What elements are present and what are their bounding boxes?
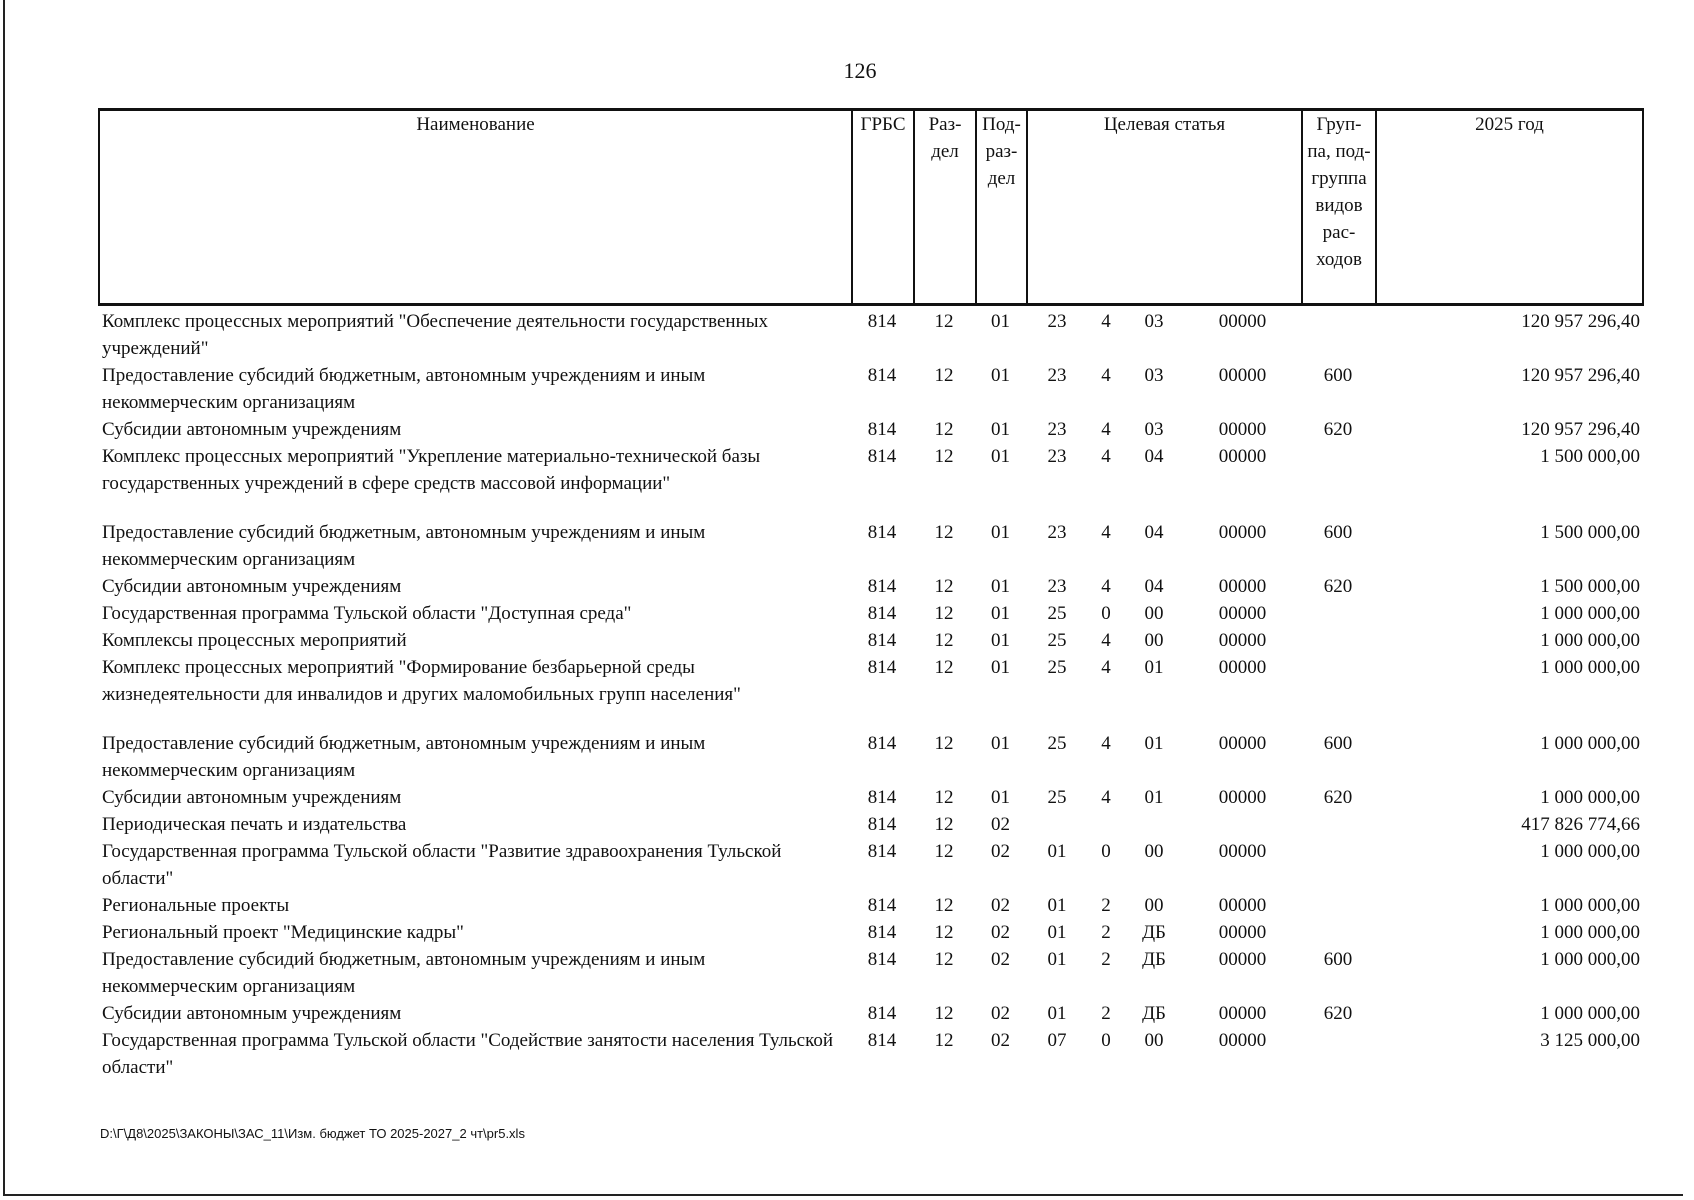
cell-target-program: 25 bbox=[1047, 733, 1067, 754]
cell-target-direction: 00000 bbox=[1218, 922, 1267, 943]
cell-target-type: 2 bbox=[1101, 895, 1111, 916]
table-row bbox=[98, 416, 1642, 443]
cell-razdel: 12 bbox=[934, 419, 954, 440]
cell-expense-group: 620 bbox=[1323, 787, 1353, 808]
cell-expense-group bbox=[1301, 892, 1375, 919]
cell-target-type: 4 bbox=[1101, 419, 1111, 440]
cell-target-direction: 00000 bbox=[1218, 733, 1267, 754]
cell-expense-group bbox=[1301, 627, 1375, 654]
cell-target-item: 00 bbox=[1144, 630, 1164, 651]
cell-amount-2025: 417 826 774,66 bbox=[1521, 814, 1640, 835]
cell-grbs: 814 bbox=[867, 657, 897, 678]
table-row bbox=[98, 573, 1642, 600]
cell-expense-group: 620 bbox=[1323, 1003, 1353, 1024]
cell-amount-2025: 120 957 296,40 bbox=[1521, 419, 1640, 440]
cell-expense-group: 620 bbox=[1323, 576, 1353, 597]
cell-target-type: 4 bbox=[1101, 657, 1111, 678]
cell-target-program: 23 bbox=[1047, 311, 1067, 332]
cell-name: Предоставление субсидий бюджетным, автономным учреждениям и иным некоммерческим организациям bbox=[102, 522, 706, 570]
cell-target-type: 4 bbox=[1101, 522, 1111, 543]
cell-amount-2025: 1 000 000,00 bbox=[1540, 657, 1640, 678]
cell-target-program: 01 bbox=[1047, 895, 1067, 916]
cell-grbs: 814 bbox=[867, 446, 897, 467]
cell-target-type: 0 bbox=[1101, 1030, 1111, 1051]
cell-podrazdel: 02 bbox=[991, 1003, 1010, 1024]
cell-target-program: 23 bbox=[1047, 446, 1067, 467]
cell-grbs: 814 bbox=[867, 1030, 897, 1051]
cell-expense-group: 600 bbox=[1323, 365, 1353, 386]
cell-podrazdel: 02 bbox=[991, 814, 1010, 835]
cell-grbs: 814 bbox=[867, 576, 897, 597]
cell-podrazdel: 01 bbox=[991, 657, 1010, 678]
cell-razdel: 12 bbox=[934, 311, 954, 332]
cell-razdel: 12 bbox=[934, 365, 954, 386]
cell-target-type: 4 bbox=[1101, 311, 1111, 332]
cell-target-direction: 00000 bbox=[1218, 603, 1267, 624]
cell-podrazdel: 01 bbox=[991, 522, 1010, 543]
cell-podrazdel: 02 bbox=[991, 922, 1010, 943]
cell-podrazdel: 01 bbox=[991, 733, 1010, 754]
cell-expense-group bbox=[1301, 919, 1375, 946]
page-number: 126 bbox=[843, 58, 877, 83]
cell-expense-group bbox=[1301, 443, 1375, 519]
cell-razdel: 12 bbox=[934, 922, 954, 943]
cell-name: Предоставление субсидий бюджетным, автономным учреждениям и иным некоммерческим организациям bbox=[102, 365, 706, 413]
cell-target-item: 03 bbox=[1144, 419, 1164, 440]
cell-name: Региональный проект "Медицинские кадры" bbox=[102, 922, 464, 943]
header-expense-group: Груп- па, под- группа видов рас- ходов bbox=[1302, 110, 1376, 305]
cell-target-direction: 00000 bbox=[1218, 365, 1267, 386]
header-podrazdel: Под- раз- дел bbox=[976, 110, 1027, 305]
header-target-article: Целевая статья bbox=[1027, 110, 1302, 305]
cell-amount-2025: 1 000 000,00 bbox=[1540, 630, 1640, 651]
cell-expense-group bbox=[1301, 811, 1375, 838]
cell-amount-2025: 1 000 000,00 bbox=[1540, 787, 1640, 808]
cell-target-type: 0 bbox=[1101, 603, 1111, 624]
cell-podrazdel: 01 bbox=[991, 603, 1010, 624]
cell-target-direction: 00000 bbox=[1218, 949, 1267, 970]
cell-grbs: 814 bbox=[867, 814, 897, 835]
cell-target-type: 0 bbox=[1101, 841, 1111, 862]
cell-target-program: 25 bbox=[1047, 630, 1067, 651]
cell-target-item: 04 bbox=[1144, 446, 1164, 467]
cell-amount-2025: 1 500 000,00 bbox=[1540, 446, 1640, 467]
cell-amount-2025: 1 000 000,00 bbox=[1540, 922, 1640, 943]
cell-grbs: 814 bbox=[867, 895, 897, 916]
table-row bbox=[98, 443, 1642, 519]
table-header bbox=[98, 108, 1644, 306]
cell-expense-group: 600 bbox=[1323, 949, 1353, 970]
header-razdel: Раз- дел bbox=[914, 110, 976, 305]
page-border-left bbox=[3, 0, 5, 1195]
cell-amount-2025: 1 500 000,00 bbox=[1540, 576, 1640, 597]
table-row bbox=[98, 784, 1642, 811]
cell-expense-group: 600 bbox=[1323, 522, 1353, 543]
cell-expense-group: 620 bbox=[1323, 419, 1353, 440]
cell-razdel: 12 bbox=[934, 1030, 954, 1051]
cell-razdel: 12 bbox=[934, 1003, 954, 1024]
table-row bbox=[98, 1027, 1642, 1081]
cell-target-item: 01 bbox=[1144, 733, 1164, 754]
cell-target-item: 04 bbox=[1144, 522, 1164, 543]
cell-target-type: 2 bbox=[1101, 949, 1111, 970]
cell-target-program: 25 bbox=[1047, 787, 1067, 808]
cell-target-program: 23 bbox=[1047, 419, 1067, 440]
cell-target-direction: 00000 bbox=[1218, 1030, 1267, 1051]
table-row bbox=[98, 919, 1642, 946]
cell-name: Региональные проекты bbox=[102, 895, 290, 916]
cell-razdel: 12 bbox=[934, 895, 954, 916]
table-row bbox=[98, 627, 1642, 654]
cell-grbs: 814 bbox=[867, 733, 897, 754]
cell-target-type: 4 bbox=[1101, 787, 1111, 808]
page-border-bottom bbox=[3, 1194, 1683, 1196]
cell-razdel: 12 bbox=[934, 733, 954, 754]
cell-grbs: 814 bbox=[867, 949, 897, 970]
cell-razdel: 12 bbox=[934, 630, 954, 651]
cell-podrazdel: 01 bbox=[991, 630, 1010, 651]
cell-amount-2025: 120 957 296,40 bbox=[1521, 311, 1640, 332]
cell-podrazdel: 01 bbox=[991, 787, 1010, 808]
cell-name: Периодическая печать и издательства bbox=[102, 814, 407, 835]
cell-target-type: 2 bbox=[1101, 1003, 1111, 1024]
cell-podrazdel: 01 bbox=[991, 419, 1010, 440]
cell-amount-2025: 1 000 000,00 bbox=[1540, 841, 1640, 862]
header-year: 2025 год bbox=[1376, 110, 1643, 305]
cell-grbs: 814 bbox=[867, 1003, 897, 1024]
cell-grbs: 814 bbox=[867, 630, 897, 651]
cell-target-type bbox=[1088, 811, 1124, 838]
cell-target-type: 4 bbox=[1101, 630, 1111, 651]
cell-target-direction: 00000 bbox=[1218, 419, 1267, 440]
cell-target-program: 23 bbox=[1047, 365, 1067, 386]
cell-target-program: 25 bbox=[1047, 603, 1067, 624]
cell-target-direction: 00000 bbox=[1218, 522, 1267, 543]
cell-grbs: 814 bbox=[867, 522, 897, 543]
table-row bbox=[98, 838, 1642, 892]
cell-grbs: 814 bbox=[867, 365, 897, 386]
cell-podrazdel: 01 bbox=[991, 311, 1010, 332]
cell-target-item: ДБ bbox=[1142, 922, 1166, 943]
cell-amount-2025: 1 000 000,00 bbox=[1540, 603, 1640, 624]
header-grbs: ГРБС bbox=[852, 110, 914, 305]
cell-expense-group bbox=[1301, 838, 1375, 892]
budget-table-body bbox=[98, 308, 1642, 1081]
cell-name: Субсидии автономным учреждениям bbox=[102, 419, 402, 440]
cell-target-item: 01 bbox=[1144, 657, 1164, 678]
cell-razdel: 12 bbox=[934, 576, 954, 597]
cell-target-program: 01 bbox=[1047, 922, 1067, 943]
cell-target-direction: 00000 bbox=[1218, 841, 1267, 862]
cell-target-direction: 00000 bbox=[1218, 895, 1267, 916]
cell-grbs: 814 bbox=[867, 841, 897, 862]
cell-target-program: 01 bbox=[1047, 949, 1067, 970]
cell-target-program: 23 bbox=[1047, 576, 1067, 597]
cell-podrazdel: 02 bbox=[991, 949, 1010, 970]
cell-target-type: 2 bbox=[1101, 922, 1111, 943]
cell-target-direction: 00000 bbox=[1218, 446, 1267, 467]
cell-name: Комплекс процессных мероприятий "Формирование безбарьерной среды жизнедеятельности для инвалидов и других маломобильных групп населения" bbox=[102, 657, 741, 705]
cell-target-item: 01 bbox=[1144, 787, 1164, 808]
cell-amount-2025: 120 957 296,40 bbox=[1521, 365, 1640, 386]
cell-target-item: 03 bbox=[1144, 311, 1164, 332]
cell-expense-group bbox=[1301, 1027, 1375, 1081]
cell-target-item: 04 bbox=[1144, 576, 1164, 597]
cell-expense-group bbox=[1301, 308, 1375, 362]
cell-amount-2025: 1 000 000,00 bbox=[1540, 733, 1640, 754]
table-row bbox=[98, 946, 1642, 1000]
cell-razdel: 12 bbox=[934, 841, 954, 862]
file-path-footer: D:\Г\Д8\2025\ЗАКОНЫ\ЗАС_11\Изм. бюджет ТО 2025-2027_2 чт\pr5.xls bbox=[100, 1126, 525, 1141]
cell-name: Комплекс процессных мероприятий "Укрепление материально-технической базы государственных учреждений в сфере средств массовой информации" bbox=[102, 446, 761, 494]
cell-name: Субсидии автономным учреждениям bbox=[102, 1003, 402, 1024]
cell-target-direction: 00000 bbox=[1218, 576, 1267, 597]
table-row bbox=[98, 811, 1642, 838]
cell-razdel: 12 bbox=[934, 814, 954, 835]
cell-name: Предоставление субсидий бюджетным, автономным учреждениям и иным некоммерческим организациям bbox=[102, 733, 706, 781]
cell-razdel: 12 bbox=[934, 949, 954, 970]
cell-name: Государственная программа Тульской области "Содействие занятости населения Тульской области" bbox=[102, 1030, 834, 1078]
cell-target-type: 4 bbox=[1101, 733, 1111, 754]
cell-amount-2025: 1 000 000,00 bbox=[1540, 1003, 1640, 1024]
cell-podrazdel: 02 bbox=[991, 1030, 1010, 1051]
cell-target-item: 00 bbox=[1144, 841, 1164, 862]
table-row bbox=[98, 308, 1642, 362]
cell-podrazdel: 01 bbox=[991, 446, 1010, 467]
cell-target-program: 07 bbox=[1047, 1030, 1067, 1051]
cell-name: Субсидии автономным учреждениям bbox=[102, 576, 402, 597]
cell-name: Государственная программа Тульской области "Доступная среда" bbox=[102, 603, 632, 624]
cell-amount-2025: 1 000 000,00 bbox=[1540, 949, 1640, 970]
cell-target-direction: 00000 bbox=[1218, 657, 1267, 678]
cell-razdel: 12 bbox=[934, 603, 954, 624]
cell-podrazdel: 02 bbox=[991, 895, 1010, 916]
cell-target-direction: 00000 bbox=[1218, 630, 1267, 651]
cell-grbs: 814 bbox=[867, 419, 897, 440]
cell-target-direction: 00000 bbox=[1218, 311, 1267, 332]
cell-razdel: 12 bbox=[934, 446, 954, 467]
cell-target-program: 01 bbox=[1047, 841, 1067, 862]
cell-grbs: 814 bbox=[867, 311, 897, 332]
cell-target-program: 01 bbox=[1047, 1003, 1067, 1024]
cell-target-direction: 00000 bbox=[1218, 1003, 1267, 1024]
cell-name: Предоставление субсидий бюджетным, автономным учреждениям и иным некоммерческим организациям bbox=[102, 949, 706, 997]
cell-razdel: 12 bbox=[934, 787, 954, 808]
cell-name: Комплекс процессных мероприятий "Обеспечение деятельности государственных учреждений" bbox=[102, 311, 769, 359]
cell-target-item: ДБ bbox=[1142, 949, 1166, 970]
cell-target-item: 00 bbox=[1144, 603, 1164, 624]
cell-name: Комплексы процессных мероприятий bbox=[102, 630, 407, 651]
cell-target-type: 4 bbox=[1101, 446, 1111, 467]
cell-podrazdel: 01 bbox=[991, 365, 1010, 386]
cell-expense-group bbox=[1301, 654, 1375, 730]
cell-name: Субсидии автономным учреждениям bbox=[102, 787, 402, 808]
cell-name: Государственная программа Тульской области "Развитие здравоохранения Тульской области" bbox=[102, 841, 782, 889]
cell-expense-group: 600 bbox=[1323, 733, 1353, 754]
cell-razdel: 12 bbox=[934, 522, 954, 543]
table-row bbox=[98, 362, 1642, 416]
cell-grbs: 814 bbox=[867, 922, 897, 943]
table-row bbox=[98, 730, 1642, 784]
cell-amount-2025: 1 500 000,00 bbox=[1540, 522, 1640, 543]
cell-podrazdel: 01 bbox=[991, 576, 1010, 597]
cell-target-program bbox=[1026, 811, 1088, 838]
table-row bbox=[98, 519, 1642, 573]
cell-amount-2025: 1 000 000,00 bbox=[1540, 895, 1640, 916]
cell-target-program: 23 bbox=[1047, 522, 1067, 543]
cell-razdel: 12 bbox=[934, 657, 954, 678]
cell-target-item bbox=[1124, 811, 1184, 838]
cell-expense-group bbox=[1301, 600, 1375, 627]
cell-target-type: 4 bbox=[1101, 576, 1111, 597]
cell-grbs: 814 bbox=[867, 787, 897, 808]
cell-target-item: 00 bbox=[1144, 895, 1164, 916]
cell-podrazdel: 02 bbox=[991, 841, 1010, 862]
cell-target-type: 4 bbox=[1101, 365, 1111, 386]
cell-amount-2025: 3 125 000,00 bbox=[1540, 1030, 1640, 1051]
cell-target-item: 03 bbox=[1144, 365, 1164, 386]
table-row bbox=[98, 600, 1642, 627]
cell-target-direction: 00000 bbox=[1218, 787, 1267, 808]
table-row bbox=[98, 654, 1642, 730]
cell-target-item: ДБ bbox=[1142, 1003, 1166, 1024]
cell-target-item: 00 bbox=[1144, 1030, 1164, 1051]
table-row bbox=[98, 1000, 1642, 1027]
cell-target-program: 25 bbox=[1047, 657, 1067, 678]
header-name: Наименование bbox=[99, 110, 852, 305]
cell-grbs: 814 bbox=[867, 603, 897, 624]
table-row bbox=[98, 892, 1642, 919]
cell-target-direction bbox=[1184, 811, 1301, 838]
